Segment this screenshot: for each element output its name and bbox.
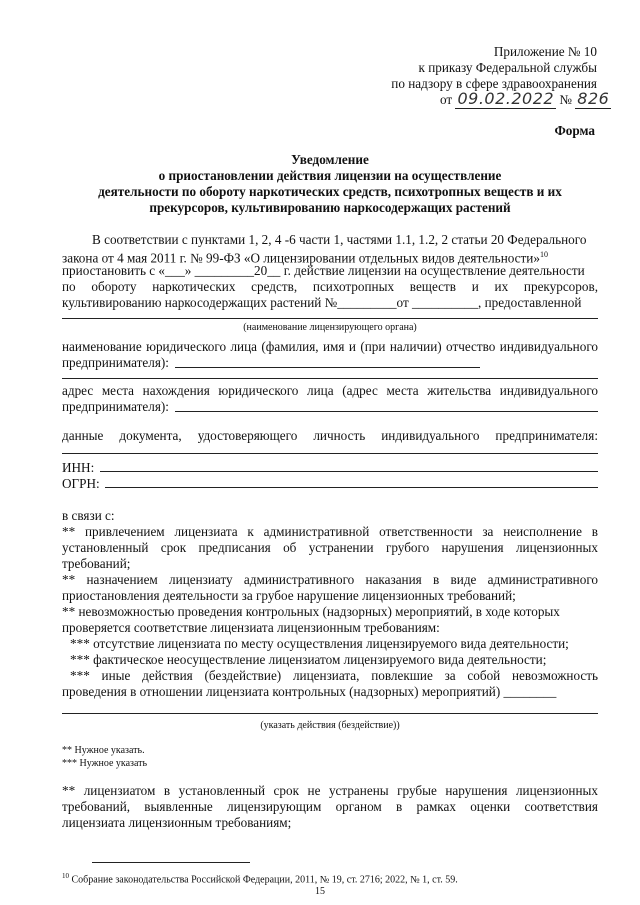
intro-line-4: по обороту наркотических средств, психотропных веществ и их прекурсоров,: [62, 279, 598, 294]
ogrn-label: ОГРН:: [62, 476, 100, 491]
address-line-1: адрес места нахождения юридического лица (адрес места жительства индивидуального: [62, 383, 598, 398]
reason-1-line-2: установленный срок предписания об устранении грубого нарушения лицензионных: [62, 540, 598, 555]
note-2: *** Нужное указать: [62, 758, 148, 769]
inn-input-line: [100, 471, 598, 472]
sub-reason-3-line-1: *** иные действия (бездействие) лицензиата, повлекшие за собой невозможность: [70, 668, 598, 683]
last-reason-line-1: ** лицензиатом в установленный срок не устранены грубые нарушения лицензионных: [62, 783, 598, 798]
licensing-body-caption: (наименование лицензирующего органа): [243, 322, 417, 333]
ogrn-input-line: [105, 487, 598, 488]
entity-name-line-1: наименование юридического лица (фамилия, имя и (при наличии) отчество индивидуального: [62, 339, 598, 354]
title-line-2: о приостановлении действия лицензии на осуществление: [158, 168, 502, 183]
header-line-1: Приложение № 10: [493, 44, 597, 59]
entity-name-input-line: [175, 367, 480, 368]
footnote-number: 10: [62, 872, 69, 880]
title-line-3: деятельности по обороту наркотических средств, психотропных веществ и их: [98, 184, 562, 199]
intro-line-3: приостановить с «___» _________20__ г. действие лицензии на осуществление деятельности: [62, 263, 585, 278]
header-line-2: к приказу Федеральной службы: [418, 60, 597, 75]
footnote-text: Собрание законодательства Российской Федерации, 2011, № 19, ст. 2716; 2022, № 1, ст. 59.: [71, 874, 458, 886]
actions-caption: (указать действия (бездействие)): [260, 720, 400, 731]
reason-2-line-2: приостановления деятельности за грубое нарушение лицензионных требований;: [62, 588, 516, 603]
footnote-separator: [92, 862, 250, 863]
sub-reason-3-line-2: проведения в отношении лицензиата контрольных (надзорных) мероприятий) ________: [62, 684, 557, 699]
order-date-handwritten: 09.02.2022: [457, 89, 555, 108]
entity-name-extra-line: [62, 378, 598, 379]
id-document-line: [62, 453, 598, 454]
page-number: 15: [315, 886, 325, 897]
address-input-line: [175, 411, 598, 412]
last-reason-line-2: требований, выявленные лицензирующим органом в рамках оценки соответствия: [62, 799, 598, 814]
last-reason-line-3: лицензиата лицензионным требованиям;: [62, 815, 292, 830]
reason-3-line-1: ** невозможностью проведения контрольных (надзорных) мероприятий, в ходе которых: [62, 604, 560, 619]
title-line-4: прекурсоров, культивированию наркосодержащих растений: [149, 200, 511, 215]
intro-line-1: В соответствии с пунктами 1, 2, 4 -6 части 1, частями 1.1, 1.2, 2 статьи 20 Федерального: [92, 232, 587, 247]
reason-1-line-3: требований;: [62, 556, 131, 571]
footnote-10: [62, 870, 458, 886]
entity-name-line-2: предпринимателя):: [62, 355, 169, 370]
intro-line-2-text: закона от 4 мая 2011 г. № 99-ФЗ «О лицензировании отдельных видов деятельности»: [62, 250, 540, 266]
sub-reason-2: *** фактическое неосуществление лицензиатом лицензируемого вида деятельности;: [70, 652, 547, 667]
header-line-3: по надзору в сфере здравоохранения: [391, 76, 597, 91]
footnote-ref-10: 10: [539, 250, 548, 259]
address-line-2: предпринимателя):: [62, 399, 169, 414]
reason-1-line-1: ** привлечением лицензиата к административной ответственности за неисполнение в: [62, 524, 598, 539]
actions-line: [62, 713, 598, 714]
in-connection-label: в связи с:: [62, 508, 115, 523]
reason-2-line-1: ** назначением лицензиату административного наказания в виде административного: [62, 572, 598, 587]
title-line-1: Уведомление: [291, 152, 369, 167]
reason-3-line-2: проверяется соответствие лицензиата лицензионным требованиям:: [62, 620, 440, 635]
order-date-prefix: от: [440, 92, 453, 107]
intro-line-5: культивированию наркосодержащих растений №_________от __________, предоставленной: [62, 295, 582, 310]
inn-label: ИНН:: [62, 460, 95, 475]
sub-reason-1: *** отсутствие лицензиата по месту осуществления лицензируемого вида деятельности;: [70, 636, 569, 651]
order-date-line: [440, 91, 611, 107]
form-label: Форма: [554, 123, 595, 138]
order-number-handwritten: 826: [577, 89, 610, 108]
note-1: ** Нужное указать.: [62, 745, 145, 756]
licensing-body-line: [62, 318, 598, 319]
order-number-label: №: [559, 92, 572, 107]
id-document-label: данные документа, удостоверяющего личность индивидуального предпринимателя:: [62, 428, 598, 443]
